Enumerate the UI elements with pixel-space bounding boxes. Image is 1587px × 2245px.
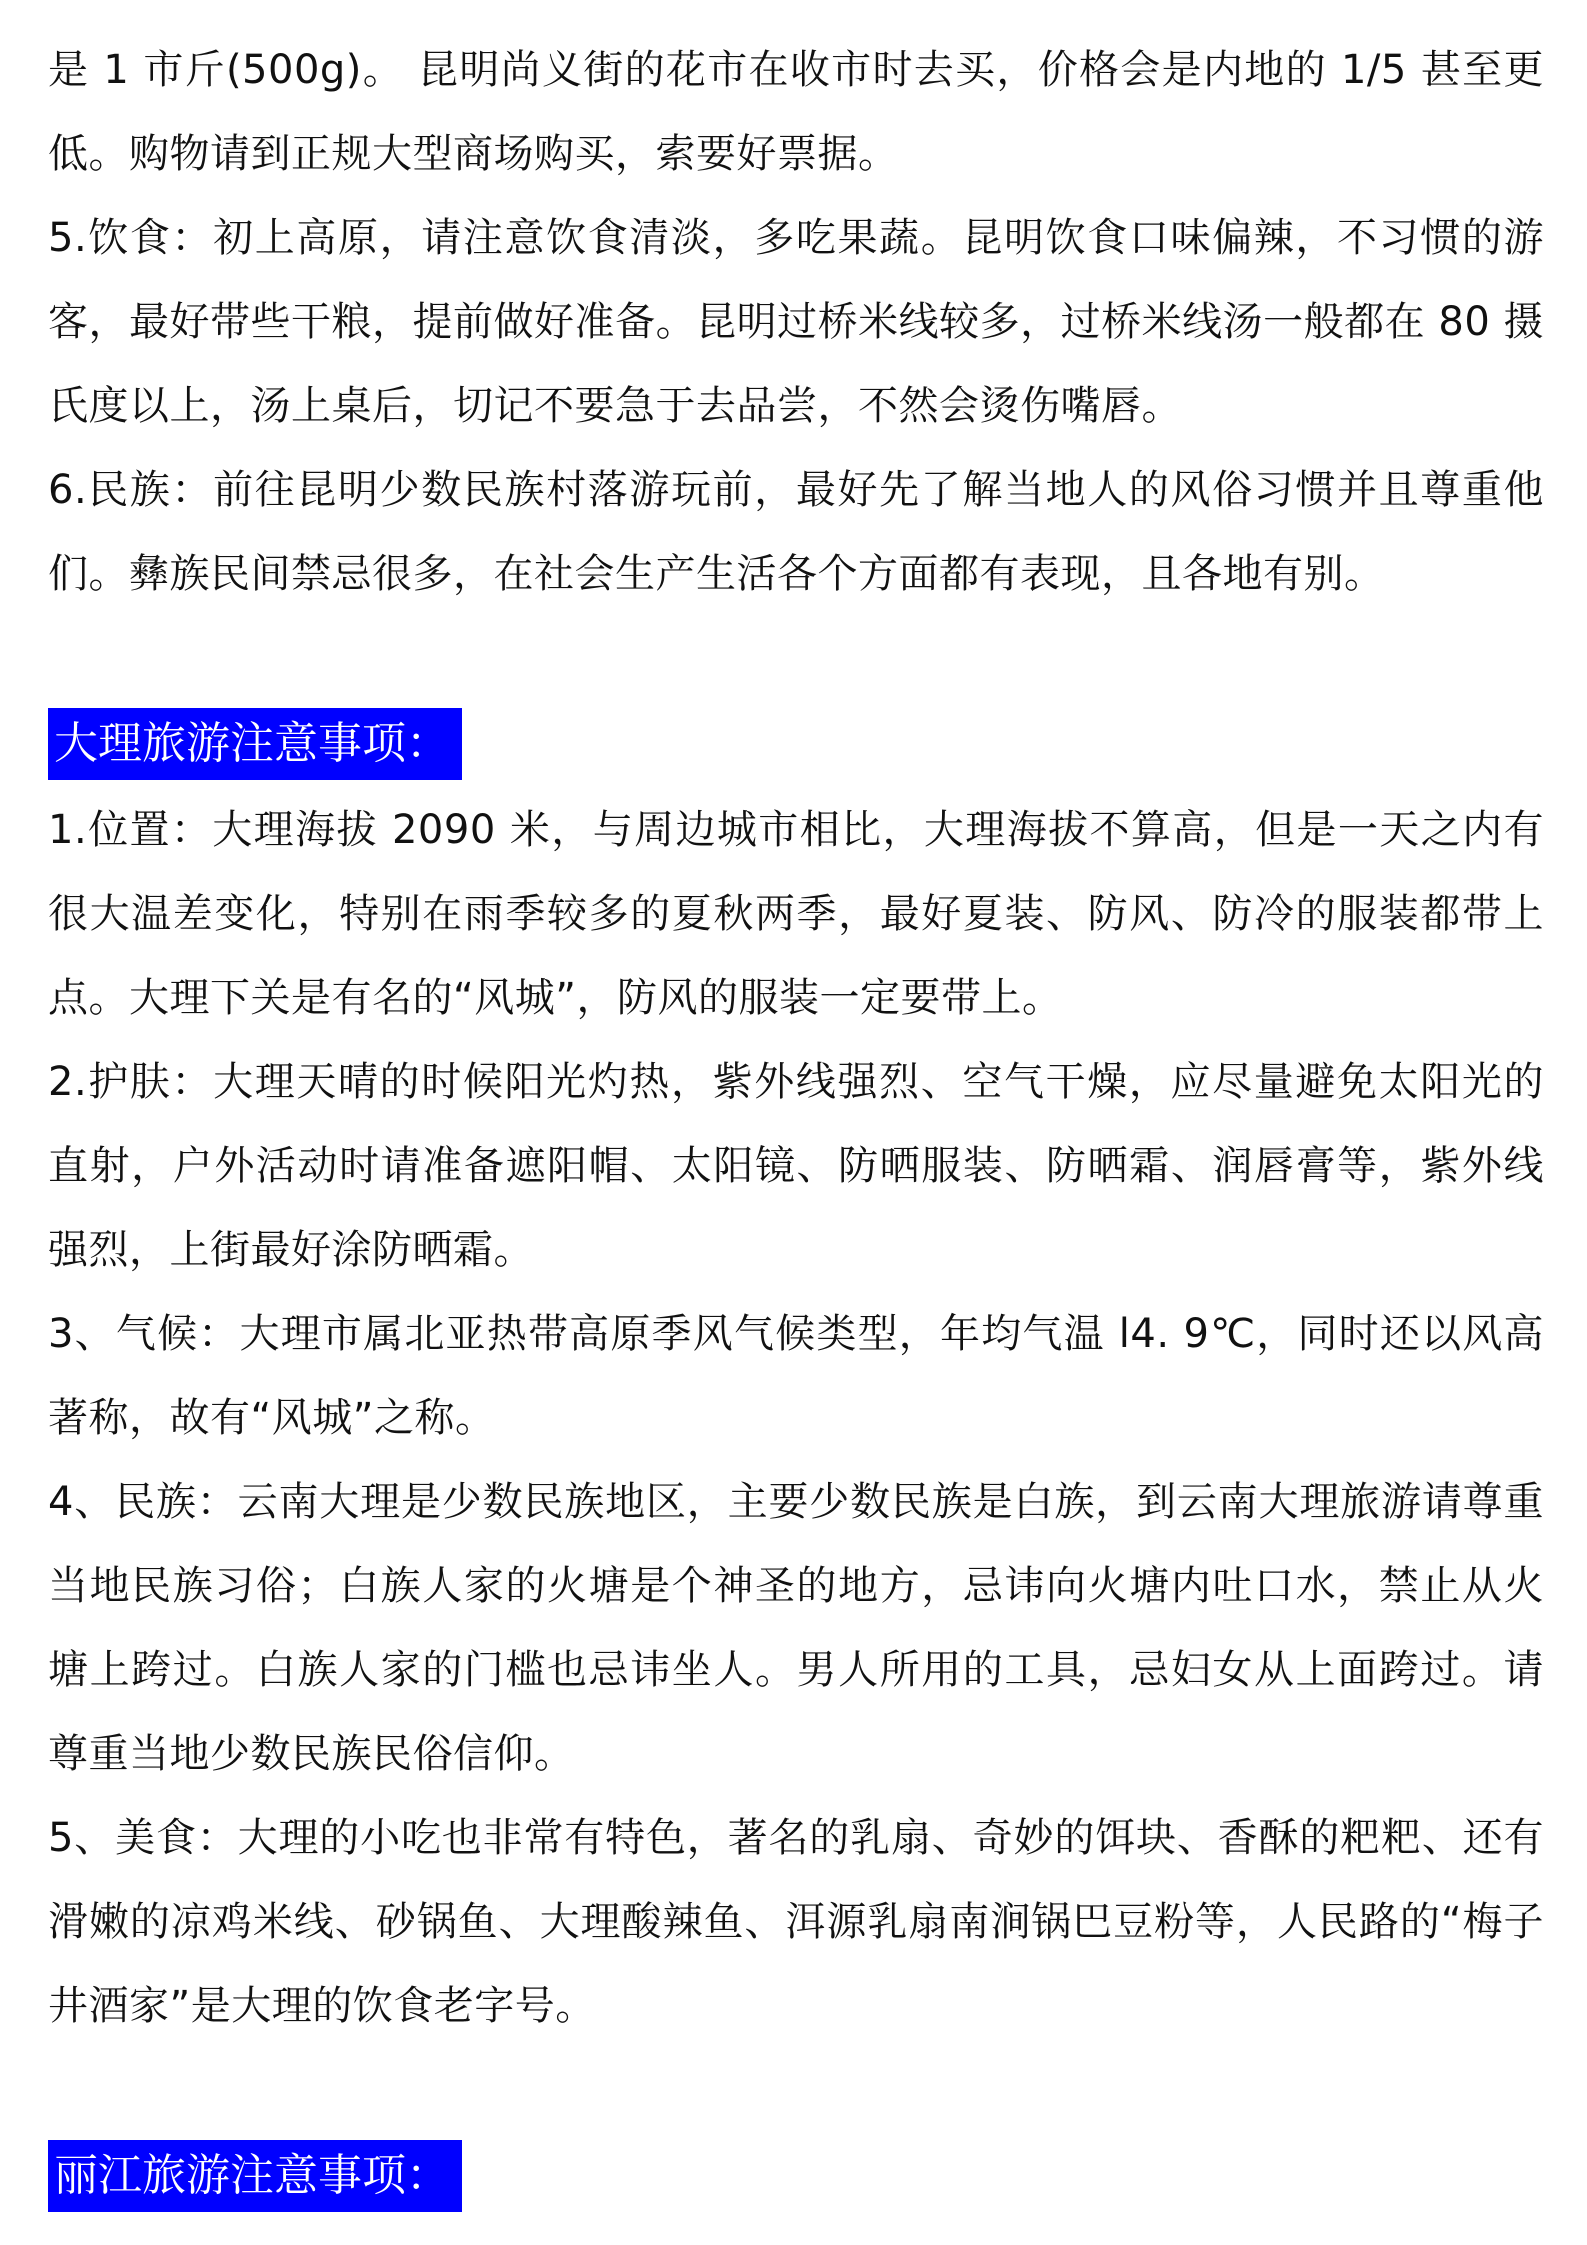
dali-item-ethnic: 4、民族：云南大理是少数民族地区，主要少数民族是白族，到云南大理旅游请尊重当地民族习俗；白族人家的火塘是个神圣的地方，忌讳向火塘内吐口水，禁止从火塘上跨过。白族人家的门槛也忌讳坐人。男人所用的工具，忌妇女从上面跨过。请尊重当地少数民族民俗信仰。 [48,1479,1544,1777]
lijiang-section [48,2134,1544,2220]
kunming-paragraph-ethnic: 6.民族：前往昆明少数民族村落游玩前，最好先了解当地人的风俗习惯并且尊重他们。彝族民间禁忌很多，在社会生产生活各个方面都有表现，且各地有别。 [48,467,1544,597]
dali-item-skincare: 2.护肤：大理天晴的时候阳光灼热，紫外线强烈、空气干燥，应尽量避免太阳光的直射，户外活动时请准备遮阳帽、太阳镜、防晒服装、防晒霜、润唇膏等，紫外线强烈，上街最好涂防晒霜。 [48,1059,1544,1273]
document-page [48,28,1544,2220]
lijiang-section-heading: 丽江旅游注意事项： [48,2140,462,2212]
dali-section-heading: 大理旅游注意事项： [48,708,462,780]
kunming-paragraph-food: 5.饮食：初上高原，请注意饮食清淡，多吃果蔬。昆明饮食口味偏辣，不习惯的游客，最好带些干粮，提前做好准备。昆明过桥米线较多，过桥米线汤一般都在 80 摄氏度以上，汤上桌后，切记不要急于去品尝，不然会烫伤嘴唇。 [48,215,1544,429]
section-spacer [48,2048,1544,2134]
section-spacer [48,616,1544,702]
dali-section [48,702,1544,2048]
dali-item-location: 1.位置：大理海拔 2090 米，与周边城市相比，大理海拔不算高，但是一天之内有很大温差变化，特别在雨季较多的夏秋两季，最好夏装、防风、防冷的服装都带上点。大理下关是有名的“风城”，防风的服装一定要带上。 [48,807,1544,1021]
dali-item-climate: 3、气候：大理市属北亚热带高原季风气候类型，年均气温 l4. 9℃，同时还以风高著称，故有“风城”之称。 [48,1311,1544,1441]
kunming-paragraph-shopping: 是 1 市斤(500g)。 昆明尚义街的花市在收市时去买，价格会是内地的 1/5 甚至更低。购物请到正规大型商场购买，索要好票据。 [48,47,1544,177]
dali-item-food: 5、美食：大理的小吃也非常有特色，著名的乳扇、奇妙的饵块、香酥的粑粑、还有滑嫩的凉鸡米线、砂锅鱼、大理酸辣鱼、洱源乳扇南涧锅巴豆粉等，人民路的“梅子井酒家”是大理的饮食老字号。 [48,1815,1544,2029]
